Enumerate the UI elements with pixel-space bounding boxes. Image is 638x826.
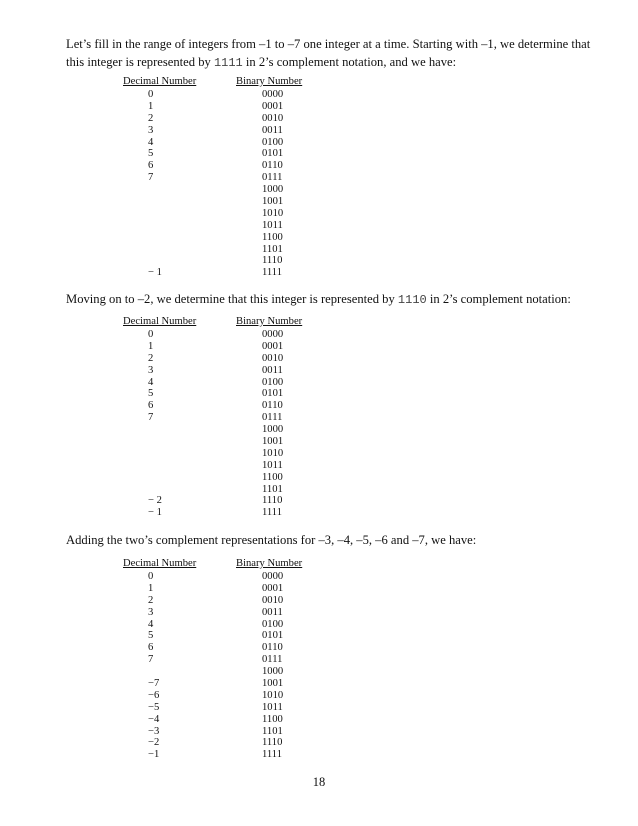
intro-text-before: Let’s fill in the range of integers from –1 to –7 one integer at a time. Starting with –1, we determine that this integer is represented by bbox=[66, 37, 591, 69]
binary-cell: 0110 bbox=[262, 400, 283, 412]
binary-cell: 0101 bbox=[262, 630, 284, 642]
table-row bbox=[118, 329, 338, 341]
table-row bbox=[118, 595, 338, 607]
binary-cell: 1010 bbox=[262, 207, 284, 219]
table-row bbox=[118, 642, 338, 654]
remaining-negatives-text: Adding the two’s complement representations for –3, –4, –5, –6 and –7, we have: bbox=[66, 533, 477, 547]
decimal-cell: −6 bbox=[148, 689, 160, 701]
intro-text-after: in 2’s complement notation, and we have: bbox=[242, 54, 457, 69]
binary-cell: 1101 bbox=[262, 725, 283, 737]
table-row bbox=[118, 654, 338, 666]
table-row bbox=[118, 388, 338, 400]
binary-cell: 1000 bbox=[262, 666, 284, 678]
binary-cell: 0000 bbox=[262, 571, 284, 582]
decimal-cell: 0 bbox=[148, 571, 154, 582]
binary-cell: 0110 bbox=[262, 642, 283, 654]
table-row bbox=[118, 220, 338, 232]
binary-cell: 0100 bbox=[262, 136, 284, 148]
binary-cell: 0001 bbox=[262, 100, 284, 112]
binary-cell: 0101 bbox=[262, 388, 284, 400]
binary-cell: 0000 bbox=[262, 329, 284, 340]
table-row bbox=[118, 377, 338, 389]
binary-cell: 0111 bbox=[262, 172, 283, 184]
table-row bbox=[118, 184, 338, 196]
conversion-table-1 bbox=[118, 76, 338, 279]
binary-cell: 0101 bbox=[262, 148, 284, 160]
binary-cell: 0010 bbox=[262, 112, 284, 124]
decimal-cell: 1 bbox=[148, 100, 154, 112]
decimal-cell: −5 bbox=[148, 701, 160, 713]
table-row bbox=[118, 160, 338, 172]
table-row bbox=[118, 353, 338, 365]
table-row bbox=[118, 137, 338, 149]
table-row bbox=[118, 400, 338, 412]
table-body bbox=[118, 329, 338, 519]
binary-cell: 1110 bbox=[262, 495, 283, 507]
binary-cell: 1011 bbox=[262, 459, 283, 471]
binary-column-header: Binary Number bbox=[236, 76, 303, 87]
decimal-cell: −4 bbox=[148, 713, 160, 725]
binary-cell: 0001 bbox=[262, 340, 284, 352]
binary-cell: 1001 bbox=[262, 436, 284, 448]
decimal-cell: −2 bbox=[148, 737, 160, 749]
binary-cell: 0010 bbox=[262, 594, 284, 606]
table-row bbox=[118, 507, 338, 519]
decimal-cell: 4 bbox=[148, 376, 154, 388]
table-row bbox=[118, 484, 338, 496]
table-row bbox=[118, 714, 338, 726]
decimal-cell: 4 bbox=[148, 136, 154, 148]
table-row bbox=[118, 690, 338, 702]
table-row bbox=[118, 172, 338, 184]
binary-cell: 0011 bbox=[262, 364, 283, 376]
binary-cell: 1001 bbox=[262, 196, 284, 208]
decimal-cell: 1 bbox=[148, 340, 154, 352]
binary-cell: 0001 bbox=[262, 582, 284, 594]
decimal-cell: 0 bbox=[148, 89, 154, 100]
decimal-cell: 6 bbox=[148, 642, 154, 654]
table-row bbox=[118, 267, 338, 279]
decimal-cell: 7 bbox=[148, 412, 154, 424]
table-row bbox=[118, 749, 338, 761]
table-row bbox=[118, 495, 338, 507]
binary-cell: 1010 bbox=[262, 447, 284, 459]
binary-cell: 1101 bbox=[262, 243, 283, 255]
table-row bbox=[118, 125, 338, 137]
binary-cell: 1101 bbox=[262, 483, 283, 495]
binary-cell: 1001 bbox=[262, 678, 284, 690]
binary-cell: 1010 bbox=[262, 689, 284, 701]
binary-cell: 0011 bbox=[262, 606, 283, 618]
decimal-cell: 5 bbox=[148, 148, 154, 160]
conversion-table-2 bbox=[118, 316, 338, 519]
table-row bbox=[118, 196, 338, 208]
table-row bbox=[118, 619, 338, 631]
binary-cell: 1110 bbox=[262, 737, 283, 749]
table-row bbox=[118, 244, 338, 256]
decimal-cell: − 1 bbox=[148, 507, 162, 519]
minus-two-text-after: in 2’s complement notation: bbox=[426, 292, 571, 306]
decimal-column-header: Decimal Number bbox=[123, 316, 197, 327]
decimal-cell: 5 bbox=[148, 630, 154, 642]
binary-cell: 1111 bbox=[262, 749, 283, 761]
intro-paragraph bbox=[66, 36, 606, 72]
binary-cell: 0010 bbox=[262, 352, 284, 364]
table-row bbox=[118, 148, 338, 160]
binary-column-header: Binary Number bbox=[236, 558, 303, 569]
binary-cell: 1100 bbox=[262, 231, 283, 243]
table-header bbox=[118, 558, 338, 571]
table-row bbox=[118, 726, 338, 738]
binary-cell: 0111 bbox=[262, 654, 283, 666]
binary-cell: 0100 bbox=[262, 618, 284, 630]
decimal-cell: 6 bbox=[148, 160, 154, 172]
table-row bbox=[118, 113, 338, 125]
binary-cell: 0110 bbox=[262, 160, 283, 172]
table-row bbox=[118, 365, 338, 377]
table-row bbox=[118, 89, 338, 101]
decimal-cell: 1 bbox=[148, 582, 154, 594]
binary-cell: 1100 bbox=[262, 471, 283, 483]
decimal-cell: 3 bbox=[148, 364, 154, 376]
binary-cell: 1000 bbox=[262, 424, 284, 436]
table-row bbox=[118, 232, 338, 244]
conversion-table-3 bbox=[118, 558, 338, 761]
binary-cell: 1011 bbox=[262, 701, 283, 713]
table-header bbox=[118, 76, 338, 89]
binary-cell: 1100 bbox=[262, 713, 283, 725]
binary-cell: 1000 bbox=[262, 184, 284, 196]
table-row bbox=[118, 607, 338, 619]
decimal-cell: 4 bbox=[148, 618, 154, 630]
minus-two-text-before: Moving on to –2, we determine that this integer is represented by bbox=[66, 292, 398, 306]
minus-two-code-1110: 1110 bbox=[397, 293, 427, 307]
table-body bbox=[118, 89, 338, 279]
binary-cell: 1111 bbox=[262, 507, 283, 519]
decimal-cell: 2 bbox=[148, 112, 154, 124]
decimal-cell: 7 bbox=[148, 654, 154, 666]
decimal-cell: 7 bbox=[148, 172, 154, 184]
decimal-cell: 2 bbox=[148, 594, 154, 606]
binary-cell: 0011 bbox=[262, 124, 283, 136]
intro-code-1111: 1111 bbox=[213, 55, 243, 70]
remaining-negatives-paragraph bbox=[66, 532, 606, 550]
decimal-cell: 6 bbox=[148, 400, 154, 412]
decimal-column-header: Decimal Number bbox=[123, 76, 197, 87]
table-row bbox=[118, 583, 338, 595]
table-row bbox=[118, 101, 338, 113]
table-row bbox=[118, 341, 338, 353]
decimal-cell: −1 bbox=[148, 749, 160, 761]
binary-cell: 0100 bbox=[262, 376, 284, 388]
table-row bbox=[118, 424, 338, 436]
page-number: 18 bbox=[312, 775, 326, 789]
table-row bbox=[118, 666, 338, 678]
binary-cell: 1011 bbox=[262, 219, 283, 231]
decimal-cell: 3 bbox=[148, 124, 154, 136]
decimal-cell: − 2 bbox=[148, 495, 162, 507]
decimal-cell: −7 bbox=[148, 678, 160, 690]
binary-cell: 1111 bbox=[262, 267, 283, 279]
table-row bbox=[118, 255, 338, 267]
table-row bbox=[118, 412, 338, 424]
table-row bbox=[118, 436, 338, 448]
table-row bbox=[118, 630, 338, 642]
table-row bbox=[118, 460, 338, 472]
table-body bbox=[118, 571, 338, 761]
decimal-column-header: Decimal Number bbox=[123, 558, 197, 569]
table-row bbox=[118, 571, 338, 583]
decimal-cell: 5 bbox=[148, 388, 154, 400]
table-row bbox=[118, 208, 338, 220]
binary-column-header: Binary Number bbox=[236, 316, 303, 327]
decimal-cell: − 1 bbox=[148, 267, 162, 279]
binary-cell: 1110 bbox=[262, 255, 283, 267]
minus-two-paragraph bbox=[66, 291, 606, 310]
decimal-cell: 2 bbox=[148, 352, 154, 364]
table-row bbox=[118, 737, 338, 749]
table-row bbox=[118, 448, 338, 460]
decimal-cell: 0 bbox=[148, 329, 154, 340]
table-row bbox=[118, 702, 338, 714]
table-row bbox=[118, 678, 338, 690]
decimal-cell: 3 bbox=[148, 606, 154, 618]
table-header bbox=[118, 316, 338, 329]
binary-cell: 0111 bbox=[262, 412, 283, 424]
decimal-cell: −3 bbox=[148, 725, 160, 737]
binary-cell: 0000 bbox=[262, 89, 284, 100]
table-row bbox=[118, 472, 338, 484]
